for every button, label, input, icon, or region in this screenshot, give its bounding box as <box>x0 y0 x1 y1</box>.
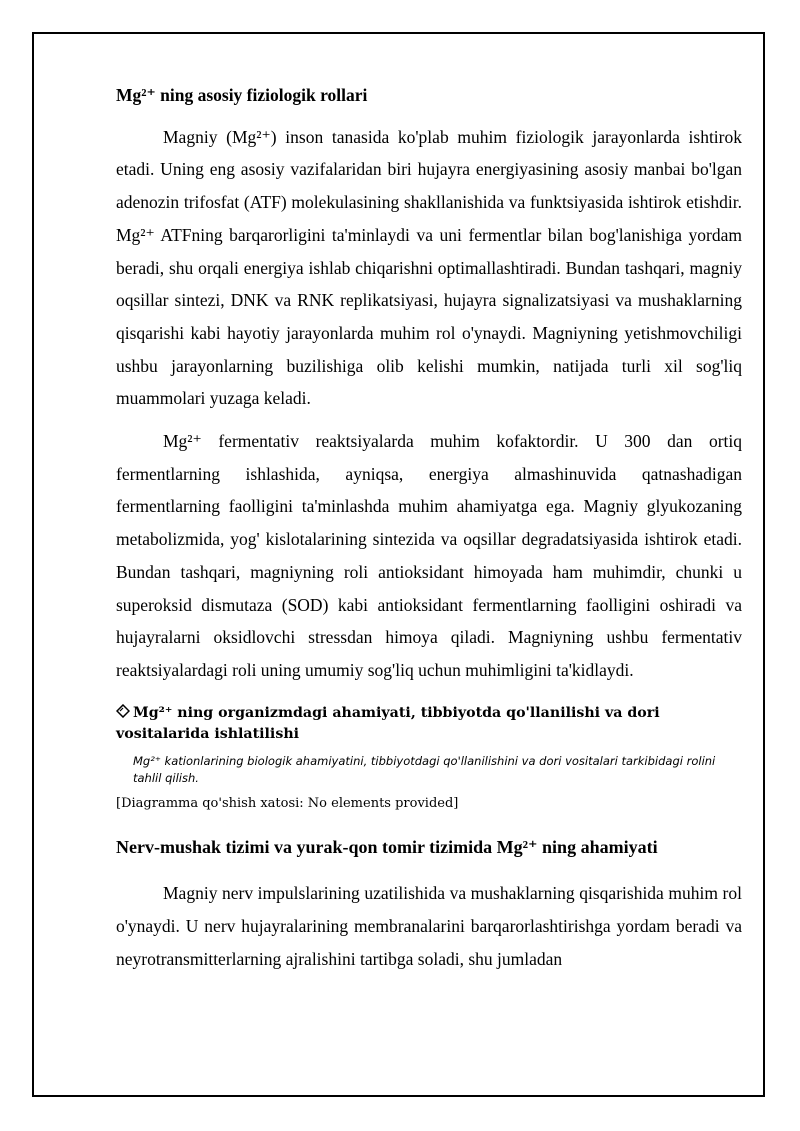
paragraph-enzymatic-role: Mg²⁺ fermentativ reaktsiyalarda muhim kofaktordir. U 300 dan ortiq fermentlarning ishlashida, ayniqsa, energiya almashinuvida qatnashadigan fermentlarning faolligini ta'minlashda muhim ahamiyatga ega. Magniy glyukozaning metabolizmida, yog' kislotalarining sintezida va oqsillar degradatsiyasida ishtirok etadi. Bundan tashqari, magniyning roli antioksidant himoyada ham muhimdir, chunki u superoksid dismutaza (SOD) kabi antioksidant fermentlarning faolligini oshiradi va hujayralarni oksidlovchi stressdan himoya qiladi. Magniyning ushbu fermentativ reaktsiyalardagi roli uning umumiy sog'liq uchun muhimligini ta'kidlaydi. <box>116 431 742 680</box>
paragraph-nerve-impulses: Magniy nerv impulslarining uzatilishida va mushaklarning qisqarishida muhim rol o'ynaydi. U nerv hujayralarining membranalarini barqarorlashtirishga yordam beradi va neyrotransmitterlarning ajralishini tartibga soladi, shu jumladan <box>116 883 742 969</box>
section-heading-physiological-roles: Mg²⁺ ning asosiy fiziologik rollari <box>116 85 368 105</box>
section-heading-nerve-muscle: Nerv-mushak tizimi va yurak-qon tomir tizimida Mg²⁺ ning ahamiyati <box>116 836 658 857</box>
callout-description: Mg²⁺ kationlarining biologik ahamiyatini, tibbiyotdagi qo'llanilishini va dori vositalari tarkibidagi rolini tahlil qilish. <box>133 753 716 786</box>
callout-title-text: Mg²⁺ ning organizmdagi ahamiyati, tibbiyotda qo'llanilishi va dori vositalarida ishlatilishi <box>116 704 660 743</box>
diamond-outline-icon <box>116 704 133 725</box>
diagram-error-message: [Diagramma qo'shish xatosi: No elements provided] <box>116 795 459 811</box>
callout-title <box>116 703 742 745</box>
paragraph-atp-role: Magniy (Mg²⁺) inson tanasida ko'plab muhim fiziologik jarayonlarda ishtirok etadi. Uning eng asosiy vazifalaridan biri hujayra energiyasining asosiy manbai bo'lgan adenozin trifosfat (ATF) molekulasining shakllanishida va funktsiyasida ishtirok etishdir. Mg²⁺ ATFning barqarorligini ta'minlaydi va uni fermentlar bilan bog'lanishiga yordam beradi, shu orqali energiya ishlab chiqarishni optimallashtiradi. Bundan tashqari, magniy oqsillar sintezi, DNK va RNK replikatsiyasi, hujayra signalizatsiyasi va mushaklarning qisqarishi kabi hayotiy jarayonlarda muhim rol o'ynaydi. Magniyning yetishmovchiligi ushbu jarayonlarning buzilishiga olib kelishi mumkin, natijada turli xil sog'liq muammolari yuzaga keladi. <box>116 126 742 409</box>
document-body <box>116 84 742 985</box>
